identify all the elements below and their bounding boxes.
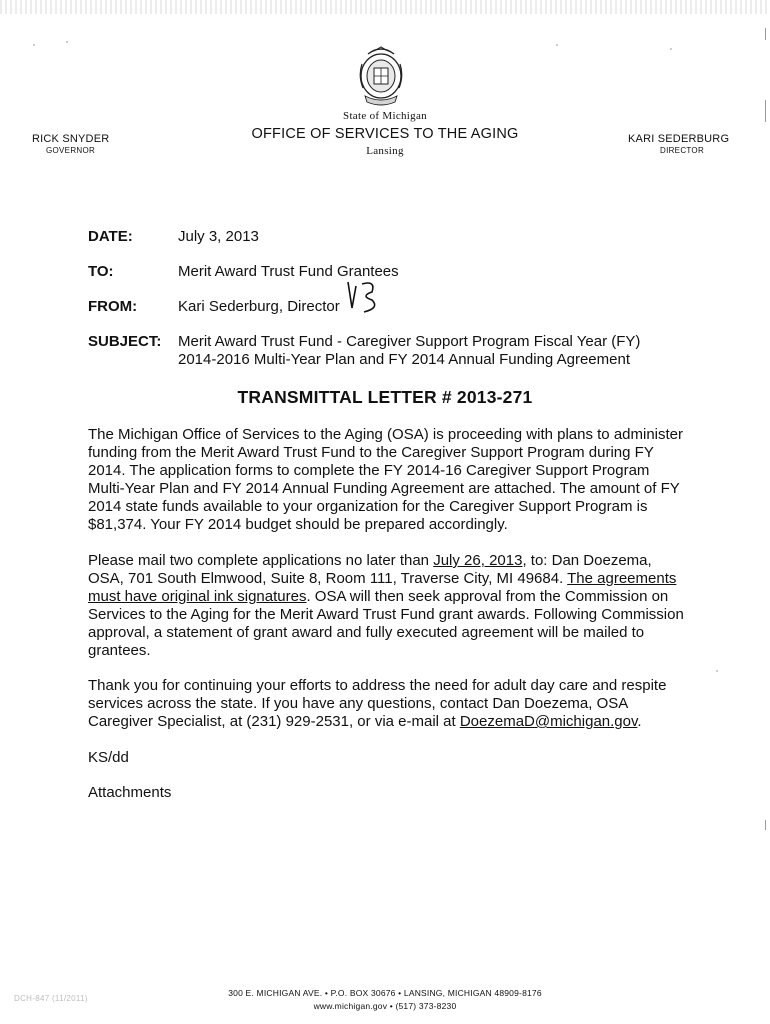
date-value: July 3, 2013 [178,228,259,245]
paragraph-text: . [637,713,642,730]
scan-speck [556,44,558,46]
director-title: DIRECTOR [660,146,705,155]
subject-line-1: Merit Award Trust Fund - Caregiver Support Program Fiscal Year (FY) [178,333,641,350]
governor-title: GOVERNOR [46,146,96,155]
scan-speck [670,48,672,50]
paragraph-text: Thank you for continuing your efforts to address the need for adult day care and respite services across the state. If you have any questions, contact Dan Doezema, OSA Caregiver Specialist, at (231) 929-2531, or via e-mail at [88,677,667,730]
subject-value [178,333,698,369]
footer-address: 300 E. MICHIGAN AVE. • P.O. BOX 30676 • LANSING, MICHIGAN 48909-8176 [228,988,542,998]
subject-label: SUBJECT: [88,333,162,350]
paragraph-text: Please mail two complete applications no later than [88,552,434,569]
date-label: DATE: [88,228,133,245]
governor-name: RICK SNYDER [32,133,110,145]
signature-requirement: The agreements must have original ink signatures [88,570,677,605]
attachments-note: Attachments [88,784,172,801]
from-label: FROM: [88,298,138,315]
body-paragraph-2 [88,552,688,660]
state-line: State of Michigan [343,110,427,122]
transmittal-letter-title: TRANSMITTAL LETTER # 2013-271 [237,387,533,407]
initials: KS/dd [88,749,129,766]
to-label: TO: [88,263,114,280]
to-value: Merit Award Trust Fund Grantees [178,263,399,280]
subject-line-2: 2014-2016 Multi-Year Plan and FY 2014 Annual Funding Agreement [178,351,630,368]
handwritten-initials-signature [342,278,386,318]
body-paragraph-3 [88,677,688,731]
city-line: Lansing [366,145,404,157]
michigan-state-seal-icon [350,42,412,108]
scan-noise-band [0,0,770,14]
deadline-date: July 26, 2013 [433,552,523,569]
scan-speck [66,41,68,43]
from-value: Kari Sederburg, Director [178,298,340,315]
scan-edge-mark [765,820,766,830]
office-line: OFFICE OF SERVICES TO THE AGING [251,126,519,142]
paragraph-text: The Michigan Office of Services to the Aging (OSA) is proceeding with plans to administer funding from the Merit Award Trust Fund to the Caregiver Support Program during FY 2014. The application forms to complete the FY 2014-16 Caregiver Support Program Multi-Year Plan and FY 2014 Annual Funding Agreement are attached. The amount of FY 2014 state funds available to your organization for the Caregiver Support Program is $81,374. Your FY 2014 budget should be prepared accordingly. [88,426,684,533]
director-name: KARI SEDERBURG [628,133,730,145]
email-link[interactable]: DoezemaD@michigan.gov [459,713,638,730]
scan-speck [716,670,718,672]
paragraph-text: , to: Dan Doezema, OSA, 701 South Elmwood, Suite 8, Room 111, Traverse City, MI 49684. [88,552,652,587]
paragraph-text: . OSA will then seek approval from the Commission on Services to the Aging for the Merit Award Trust Fund grant awards. Following Commission approval, a statement of grant award and fully executed agreement will be mailed to grantees. [88,588,684,659]
scan-edge-mark [765,28,766,40]
body-paragraph-1 [88,426,688,534]
form-number-stamp: DCH-847 (11/2011) [14,994,88,1003]
scan-speck [33,44,35,46]
footer-contact: www.michigan.gov • (517) 373-8230 [313,1001,457,1011]
